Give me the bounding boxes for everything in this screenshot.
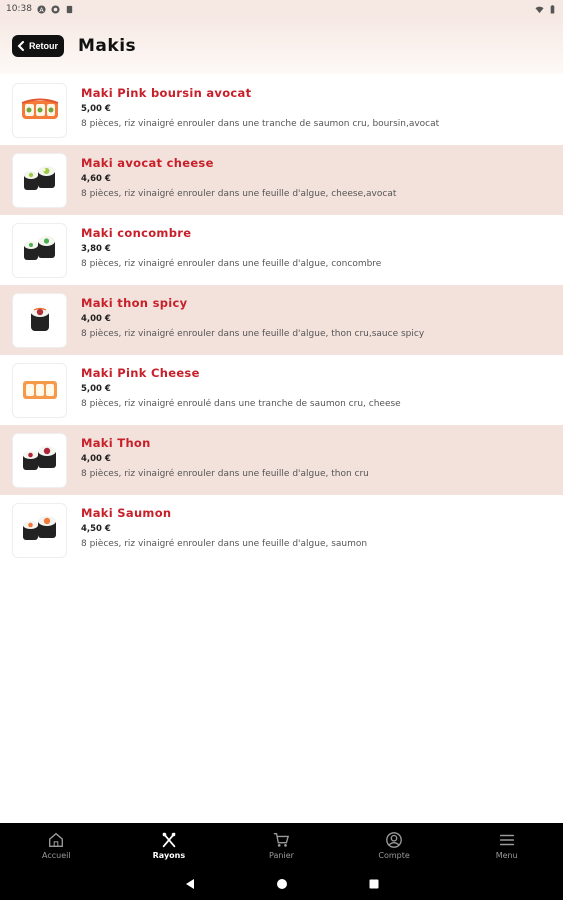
back-button[interactable] bbox=[12, 35, 64, 57]
product-name: Maki Thon bbox=[81, 435, 151, 450]
list-item[interactable] bbox=[0, 145, 563, 215]
product-description: 8 pièces, riz vinaigré enrouler dans une feuille d'algue, cheese,avocat bbox=[81, 188, 397, 199]
product-name: Maki Saumon bbox=[81, 505, 172, 520]
back-button-label: Retour bbox=[29, 41, 58, 51]
notification-icon bbox=[37, 5, 46, 14]
product-list bbox=[0, 75, 563, 565]
product-price: 5,00 € bbox=[81, 103, 111, 114]
salmon-cheese-roll-icon bbox=[18, 368, 62, 412]
list-item[interactable] bbox=[0, 355, 563, 425]
storage-icon bbox=[65, 5, 74, 14]
list-item[interactable] bbox=[0, 215, 563, 285]
status-bar bbox=[0, 0, 563, 18]
product-image bbox=[12, 503, 67, 558]
nav-label: Menu bbox=[495, 850, 518, 860]
nav-item-menu[interactable] bbox=[450, 823, 563, 867]
status-time: 10:38 bbox=[6, 4, 32, 14]
product-image bbox=[12, 293, 67, 348]
nav-item-accueil[interactable] bbox=[0, 823, 113, 867]
product-name: Maki thon spicy bbox=[81, 295, 188, 310]
maki-avocado-icon bbox=[18, 158, 62, 202]
page-title: Makis bbox=[78, 36, 137, 56]
maki-spicy-tuna-icon bbox=[18, 298, 62, 342]
product-price: 4,60 € bbox=[81, 173, 111, 184]
product-price: 4,00 € bbox=[81, 453, 111, 464]
nav-item-panier[interactable] bbox=[225, 823, 338, 867]
recents-square-icon[interactable] bbox=[368, 878, 380, 890]
product-description: 8 pièces, riz vinaigré enrouler dans une feuille d'algue, thon cru,sauce spicy bbox=[81, 328, 425, 339]
battery-icon bbox=[548, 5, 557, 14]
home-circle-icon[interactable] bbox=[276, 878, 288, 890]
product-name: Maki avocat cheese bbox=[81, 155, 214, 170]
salmon-roll-icon bbox=[18, 88, 62, 132]
chevron-left-icon bbox=[16, 41, 26, 51]
product-name: Maki Pink Cheese bbox=[81, 365, 200, 380]
list-item[interactable] bbox=[0, 425, 563, 495]
list-item[interactable] bbox=[0, 285, 563, 355]
home-icon bbox=[47, 831, 65, 849]
product-description: 8 pièces, riz vinaigré enroulé dans une tranche de saumon cru, cheese bbox=[81, 398, 401, 409]
maki-tuna-icon bbox=[18, 438, 62, 482]
product-description: 8 pièces, riz vinaigré enrouler dans une tranche de saumon cru, boursin,avocat bbox=[81, 118, 440, 129]
wifi-icon bbox=[535, 5, 544, 14]
utensils-icon bbox=[160, 831, 178, 849]
product-image bbox=[12, 83, 67, 138]
product-image bbox=[12, 433, 67, 488]
product-name: Maki Pink boursin avocat bbox=[81, 85, 252, 100]
product-description: 8 pièces, riz vinaigré enrouler dans une feuille d'algue, concombre bbox=[81, 258, 382, 269]
product-price: 4,00 € bbox=[81, 313, 111, 324]
header bbox=[0, 18, 563, 74]
nav-label: Compte bbox=[378, 850, 410, 860]
maki-salmon-icon bbox=[18, 508, 62, 552]
nav-item-rayons[interactable] bbox=[113, 823, 226, 867]
bottom-navigation bbox=[0, 823, 563, 867]
list-item[interactable] bbox=[0, 495, 563, 565]
menu-icon bbox=[498, 831, 516, 849]
nav-label: Accueil bbox=[42, 850, 71, 860]
list-item[interactable] bbox=[0, 75, 563, 145]
nav-item-compte[interactable] bbox=[338, 823, 451, 867]
product-image bbox=[12, 363, 67, 418]
nav-label: Panier bbox=[269, 850, 294, 860]
product-name: Maki concombre bbox=[81, 225, 192, 240]
account-icon bbox=[385, 831, 403, 849]
maki-cucumber-icon bbox=[18, 228, 62, 272]
back-triangle-icon[interactable] bbox=[184, 878, 196, 890]
product-image bbox=[12, 153, 67, 208]
product-price: 4,50 € bbox=[81, 523, 111, 534]
product-price: 5,00 € bbox=[81, 383, 111, 394]
product-price: 3,80 € bbox=[81, 243, 111, 254]
nav-label: Rayons bbox=[152, 850, 186, 860]
app-notification-icon bbox=[51, 5, 60, 14]
svg-text:A: A bbox=[39, 6, 44, 14]
product-image bbox=[12, 223, 67, 278]
system-navigation bbox=[0, 867, 563, 900]
cart-icon bbox=[272, 831, 290, 849]
product-description: 8 pièces, riz vinaigré enrouler dans une feuille d'algue, saumon bbox=[81, 538, 368, 549]
product-description: 8 pièces, riz vinaigré enrouler dans une feuille d'algue, thon cru bbox=[81, 468, 369, 479]
